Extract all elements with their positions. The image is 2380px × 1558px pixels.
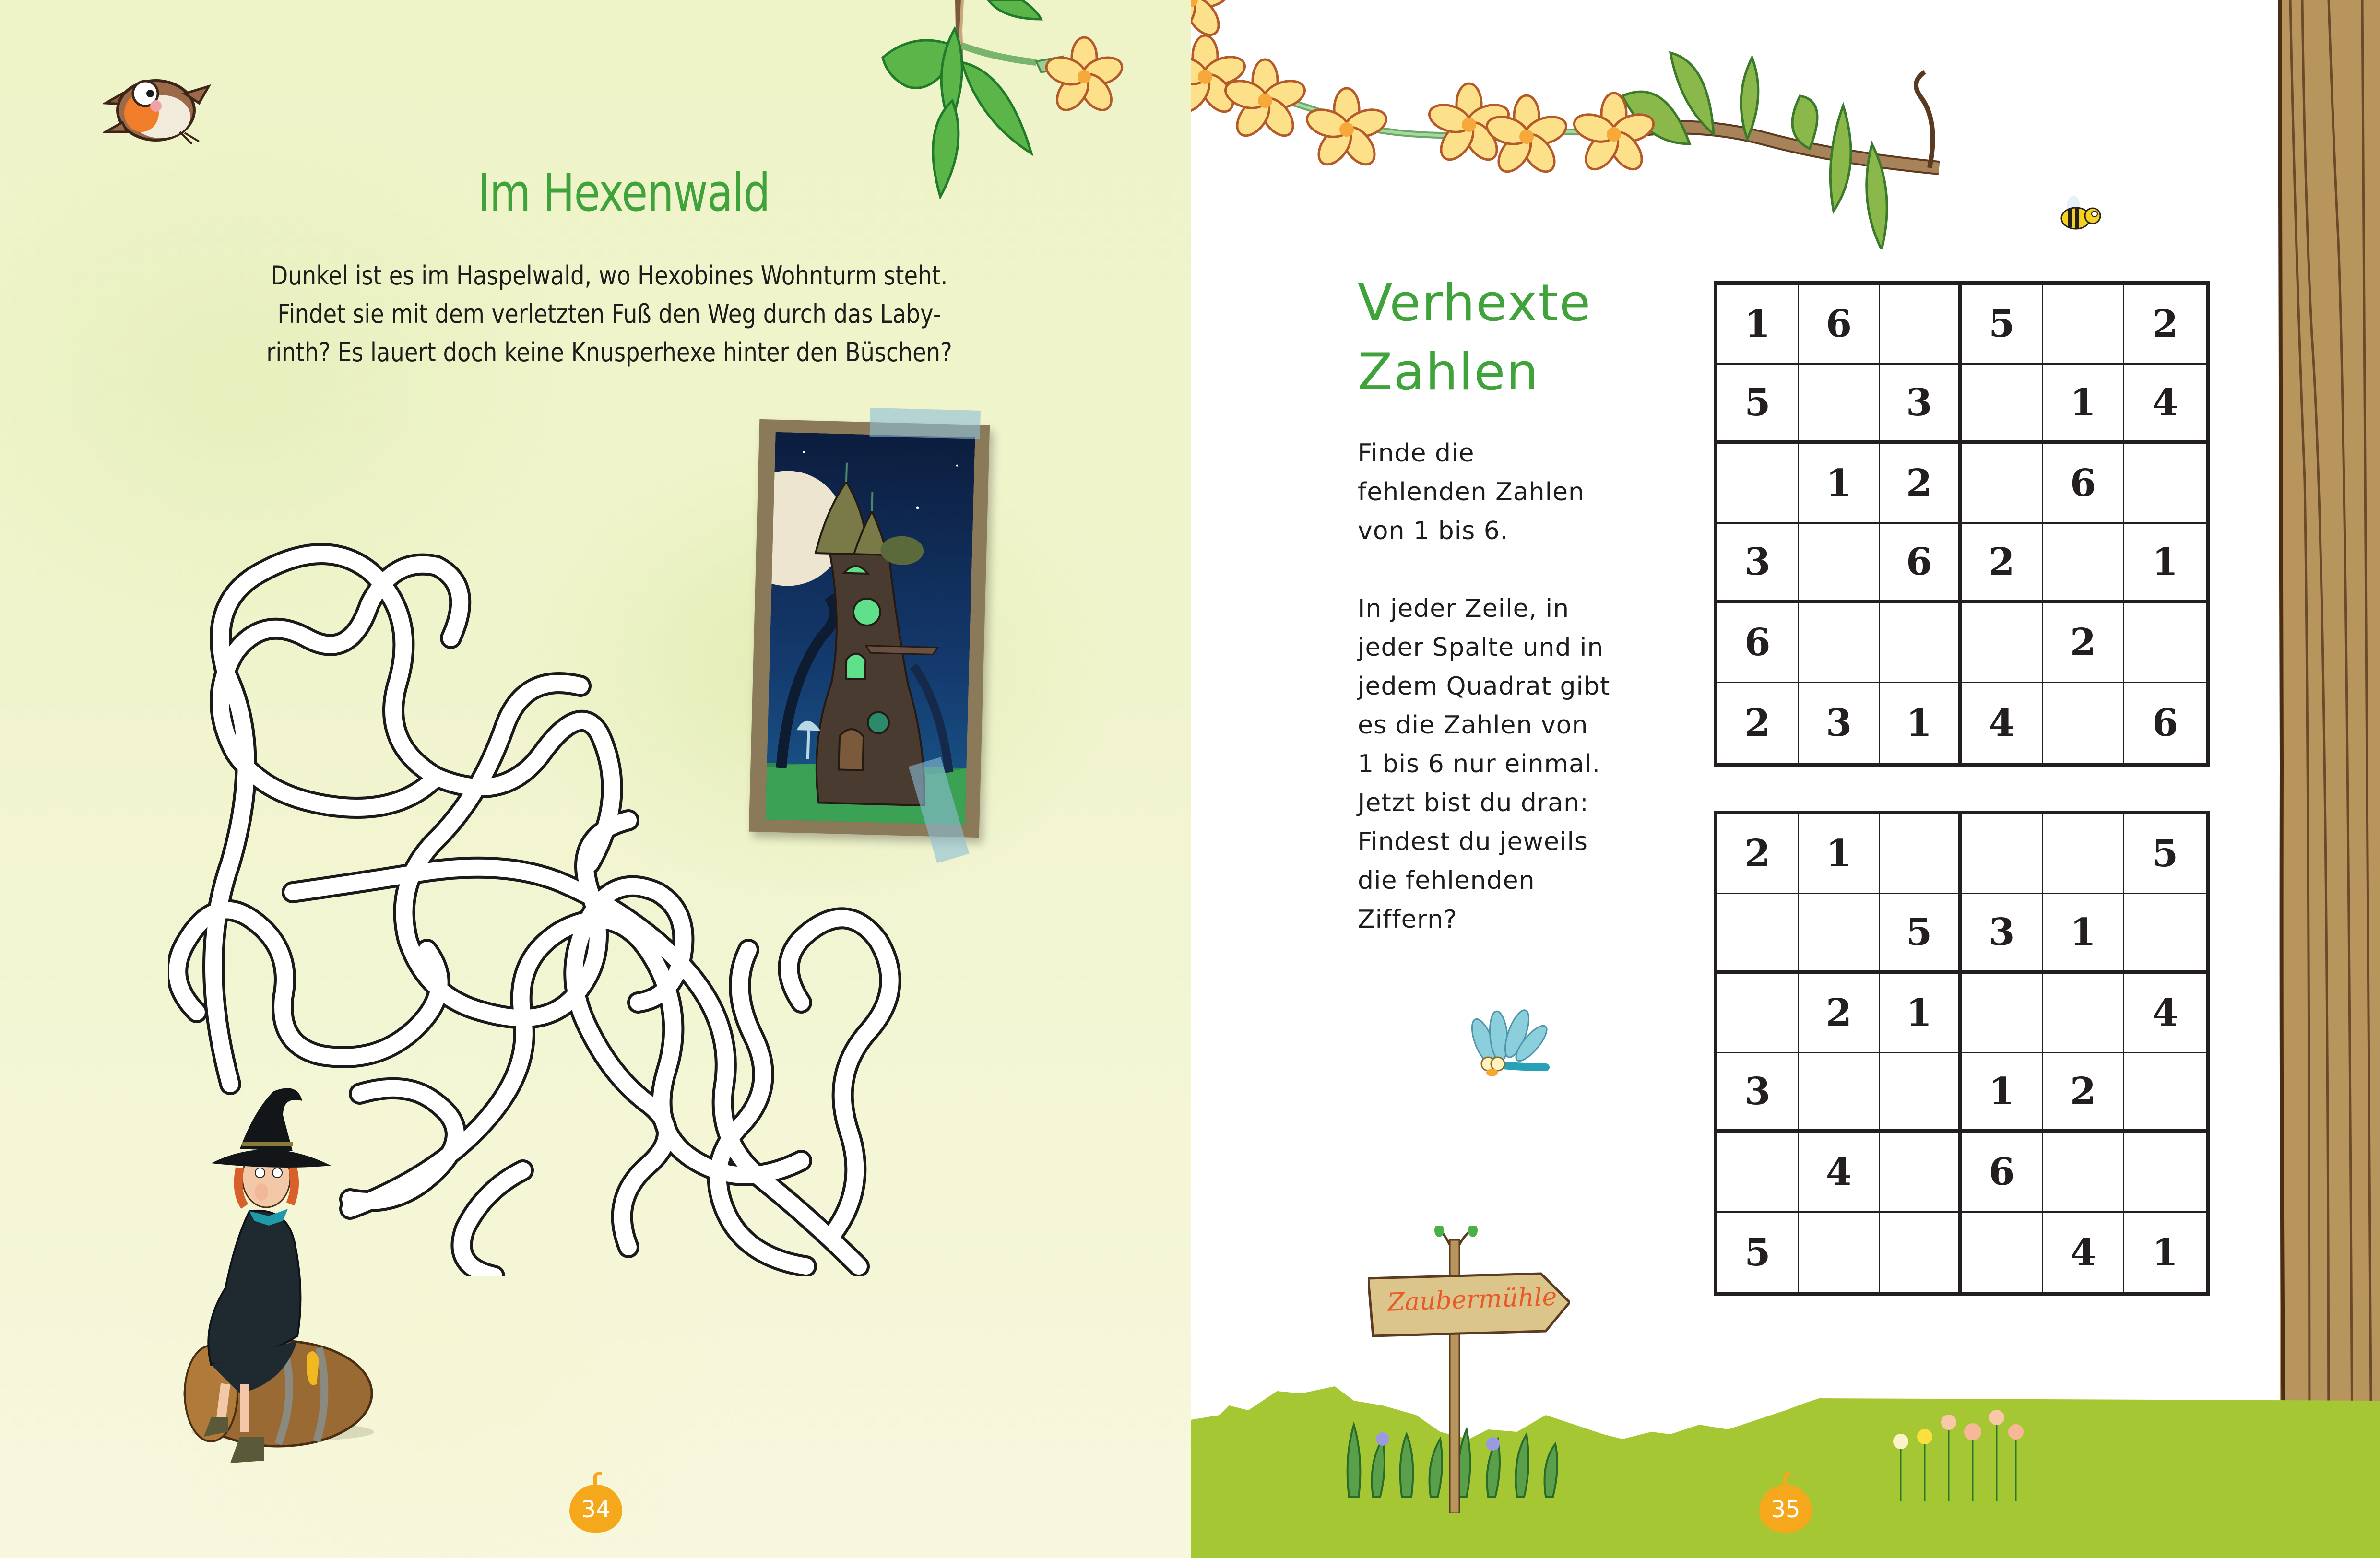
page-number-badge: 34	[569, 1485, 622, 1533]
intro-text	[234, 257, 984, 372]
instruction-line: Finde die	[1358, 439, 1475, 468]
sudoku-cell[interactable]	[1799, 1053, 1881, 1133]
sudoku-cell[interactable]	[1880, 603, 1962, 683]
sudoku-cell[interactable]	[1799, 524, 1881, 603]
sudoku-cell[interactable]: 1	[1962, 1053, 2043, 1133]
instructions-paragraph-2	[1358, 590, 1674, 939]
dragonfly-illustration	[1445, 1007, 1551, 1079]
sudoku-cell[interactable]	[1717, 974, 1799, 1053]
sudoku-cell[interactable]: 3	[1799, 683, 1881, 763]
sudoku-cell[interactable]	[1962, 444, 2043, 524]
sudoku-cell[interactable]: 5	[1717, 365, 1799, 444]
sudoku-cell[interactable]	[1799, 1213, 1881, 1292]
sudoku-cell[interactable]: 2	[1799, 974, 1881, 1053]
sudoku-cell[interactable]	[1880, 814, 1962, 894]
sudoku-cell[interactable]	[2043, 974, 2125, 1053]
sudoku-cell[interactable]	[2124, 1053, 2206, 1133]
sudoku-cell[interactable]	[2124, 444, 2206, 524]
sudoku-cell[interactable]: 1	[1799, 444, 1881, 524]
sudoku-cell[interactable]: 4	[2043, 1213, 2125, 1292]
sudoku-cell[interactable]: 1	[1880, 974, 1962, 1053]
sudoku-cell[interactable]	[2124, 894, 2206, 974]
instruction-line: Jetzt bist du dran:	[1358, 789, 1589, 817]
right-page	[1191, 0, 2380, 1558]
sudoku-cell[interactable]: 2	[2043, 1053, 2125, 1133]
hanging-branch-illustration	[878, 0, 1191, 201]
sudoku-cell[interactable]: 1	[2043, 894, 2125, 974]
sudoku-cell[interactable]	[1880, 1133, 1962, 1213]
instructions-paragraph-1	[1358, 434, 1674, 551]
sudoku-cell[interactable]: 2	[2043, 603, 2125, 683]
sudoku-cell[interactable]	[1962, 1213, 2043, 1292]
intro-line: Dunkel ist es im Haspelwald, wo Hexobines Wohnturm steht.	[271, 260, 948, 291]
sudoku-cell[interactable]: 2	[2124, 285, 2206, 365]
sudoku-cell[interactable]: 5	[2124, 814, 2206, 894]
instruction-line: von 1 bis 6.	[1358, 517, 1509, 545]
page-number-badge: 35	[1759, 1485, 1812, 1533]
sudoku-cell[interactable]: 2	[1717, 814, 1799, 894]
sudoku-cell[interactable]	[1717, 444, 1799, 524]
sudoku-cell[interactable]: 1	[2124, 524, 2206, 603]
sudoku-cell[interactable]: 2	[1962, 524, 2043, 603]
intro-line: rinth? Es lauert doch keine Knusperhexe hinter den Büschen?	[266, 337, 952, 367]
page-title	[1358, 269, 1693, 407]
sudoku-cell[interactable]: 3	[1962, 894, 2043, 974]
instruction-line: In jeder Zeile, in	[1358, 594, 1570, 623]
sudoku-cell[interactable]	[2124, 1133, 2206, 1213]
sudoku-cell[interactable]	[2043, 1133, 2125, 1213]
sudoku-cell[interactable]	[2043, 285, 2125, 365]
sudoku-cell[interactable]: 1	[2043, 365, 2125, 444]
title-line: Zahlen	[1358, 342, 1539, 401]
sudoku-cell[interactable]	[1880, 285, 1962, 365]
intro-line: Findet sie mit dem verletzten Fuß den Weg durch das Laby-	[277, 299, 941, 329]
sudoku-grid-1	[1714, 281, 2210, 767]
sudoku-cell[interactable]	[1962, 814, 2043, 894]
sudoku-cell[interactable]	[1880, 1213, 1962, 1292]
sudoku-cell[interactable]: 6	[2152, 701, 2179, 745]
sudoku-cell[interactable]: 5	[1962, 285, 2043, 365]
tape-top	[869, 408, 980, 439]
sudoku-cell[interactable]: 1	[2152, 1230, 2179, 1275]
instruction-line: die fehlenden	[1358, 866, 1535, 895]
title-line: Verhexte	[1358, 273, 1592, 332]
sudoku-cell[interactable]: 4	[2124, 365, 2206, 444]
sudoku-cell[interactable]: 6	[1880, 524, 1962, 603]
witch-on-barrel-illustration	[182, 1086, 389, 1465]
sudoku-cell[interactable]: 5	[1880, 894, 1962, 974]
sudoku-cell[interactable]	[2043, 814, 2125, 894]
flower-vine-illustration	[1191, 0, 2294, 249]
sudoku-cell[interactable]: 3	[1717, 524, 1799, 603]
signpost-label: Zaubermühle	[1387, 1282, 1558, 1317]
instructions-text	[1358, 434, 1674, 978]
sudoku-cell[interactable]	[1717, 894, 1799, 974]
tree-trunk-illustration	[2276, 0, 2380, 1558]
sudoku-cell[interactable]	[1962, 603, 2043, 683]
sudoku-cell[interactable]: 3	[1880, 365, 1962, 444]
sudoku-cell[interactable]	[2124, 603, 2206, 683]
sudoku-cell[interactable]: 1	[1717, 285, 1799, 365]
sudoku-cell[interactable]	[2043, 683, 2125, 763]
sudoku-cell[interactable]: 2	[1880, 444, 1962, 524]
signpost-illustration	[1368, 1226, 1570, 1513]
sudoku-cell[interactable]	[1799, 603, 1881, 683]
sudoku-cell[interactable]: 1	[1799, 814, 1881, 894]
sudoku-cell[interactable]: 2	[1717, 683, 1799, 763]
instruction-line: 1 bis 6 nur einmal.	[1358, 750, 1601, 779]
instruction-line: Ziffern?	[1358, 905, 1457, 934]
sudoku-cell[interactable]: 4	[1799, 1133, 1881, 1213]
sudoku-cell[interactable]	[1962, 974, 2043, 1053]
sudoku-cell[interactable]	[1962, 365, 2043, 444]
sudoku-cell[interactable]	[1799, 365, 1881, 444]
sudoku-cell[interactable]: 4	[1962, 683, 2043, 763]
sudoku-cell[interactable]: 6	[2043, 444, 2125, 524]
instruction-line: jeder Spalte und in	[1358, 633, 1604, 662]
instruction-line: jedem Quadrat gibt	[1358, 672, 1610, 701]
sudoku-cell[interactable]: 4	[2124, 974, 2206, 1053]
sudoku-grid-2	[1714, 811, 2210, 1296]
sudoku-cell[interactable]: 6	[1799, 285, 1881, 365]
instruction-line: Findest du jeweils	[1358, 827, 1588, 856]
sudoku-cell[interactable]: 1	[1880, 683, 1962, 763]
page-title: Im Hexenwald	[477, 163, 770, 223]
sudoku-cell[interactable]	[1799, 894, 1881, 974]
bee-illustration	[2054, 192, 2107, 240]
instruction-line: fehlenden Zahlen	[1358, 478, 1585, 507]
sudoku-cell[interactable]: 3	[1717, 1053, 1799, 1133]
sudoku-cell[interactable]: 6	[1962, 1133, 2043, 1213]
sudoku-cell[interactable]	[1717, 1133, 1799, 1213]
sudoku-cell[interactable]: 5	[1717, 1213, 1799, 1292]
sudoku-cell[interactable]	[2043, 524, 2125, 603]
sudoku-cell[interactable]	[1880, 1053, 1962, 1133]
sudoku-cell[interactable]: 6	[1717, 603, 1799, 683]
robin-bird-illustration	[103, 60, 213, 146]
instruction-line: es die Zahlen von	[1358, 711, 1588, 740]
